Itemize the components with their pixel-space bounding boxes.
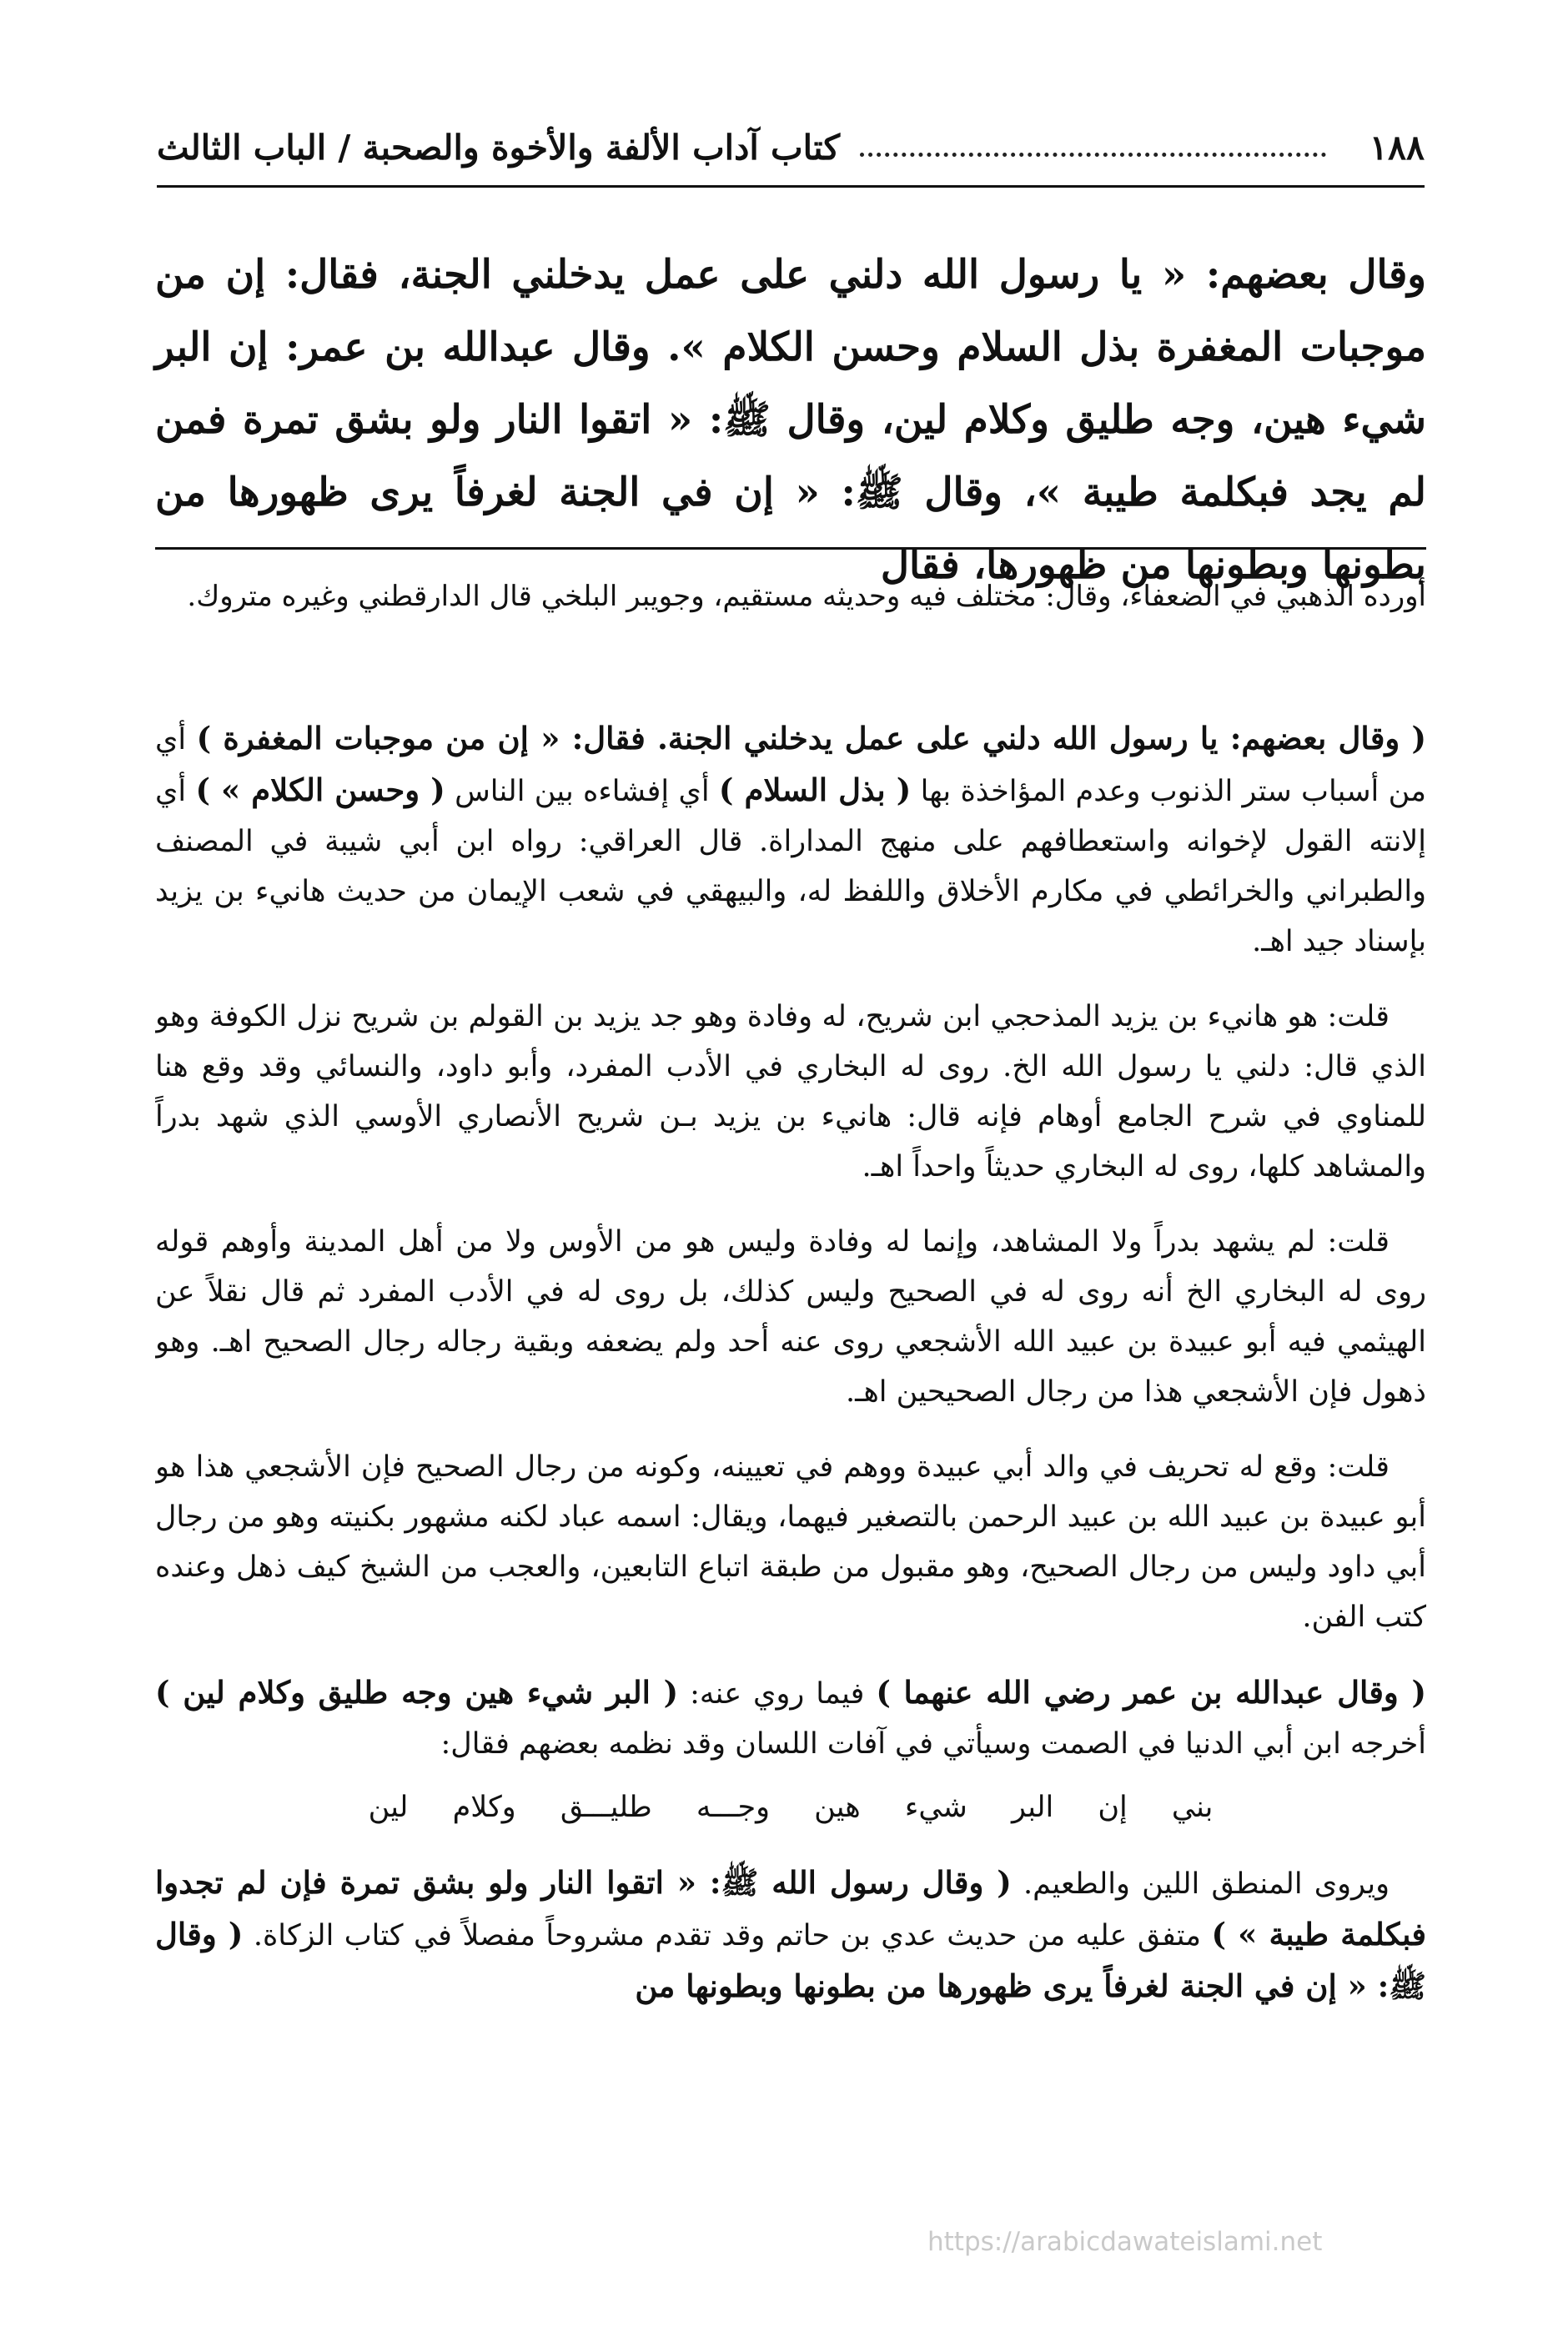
commentary-text: أي إلانته القول لإخوانه واستعطافهم على منهج المداراة. قال العراقي: رواه ابن أبي شيبة في المصنف والطبراني والخرائطي في مكارم الأخلاق واللفظ له، والبيهقي في شعب الإيمان من حديث هانيء بن يزيد بإسناد جيد اهـ. [155,775,1426,958]
commentary-text: فيما روي عنه: [678,1677,877,1711]
quoted-text: ( وقال عبدالله بن عمر رضي الله عنهما ) [876,1674,1426,1711]
quoted-text: ( وقال بعضهم: يا رسول الله دلني على عمل يدخلني الجنة. فقال: « إن من موجبات المغفرة ) [196,720,1426,756]
commentary-text: أخرجه ابن أبي الدنيا في الصمت وسيأتي في آفات اللسان وقد نظمه بعضهم فقال: [440,1727,1426,1761]
header-dotted-leader [860,153,1326,157]
commentary-text: أي إفشاءه بين الناس [445,775,719,808]
main-text: وقال بعضهم: « يا رسول الله دلني على عمل يدخلني الجنة، فقال: إن من موجبات المغفرة بذل السلام وحسن الكلام ». وقال عبدالله بن عمر: إن البر شيء هين، وجه طليق وكلام لين، وقال ﷺ: « اتقوا النار ولو بشق تمرة فمن لم يجد فبكلمة طيبة »، وقال ﷺ: « إن في الجنة لغرفاً يرى ظهورها من بطونها وبطونها من ظهورها، فقال [155,252,1426,588]
commentary-paragraph-3: قلت: لم يشهد بدراً ولا المشاهد، وإنما له وفادة وليس هو من الأوس ولا من أهل المدينة وأوهم قوله روى له البخاري الخ أنه روى له في الصحيح وليس كذلك، بل روى له في الأدب المفرد ثم قال نقلاً عن الهيثمي فيه أبو عبيدة بن عبيد الله الأشجعي روى عنه أحد ولم يضعفه وبقية رجاله رجال الصحيح اهـ. وهو ذهول فإن الأشجعي هذا من رجال الصحيحين اهـ. [155,1225,1426,1409]
commentary-paragraph-4: قلت: وقع له تحريف في والد أبي عبيدة ووهم في تعيينه، وكونه من رجال الصحيح فإن الأشجعي هذا هو أبو عبيدة بن عبيد الله بن عبيد الرحمن بالتصغير فيهما، ويقال: اسمه عباد لكنه مشهور بكنيته وهو من رجال أبي داود وليس من رجال الصحيح، وهو مقبول من طبقة اتباع التابعين، والعجب من الشيخ كيف ذهل وعنده كتب الفن. [155,1450,1426,1634]
commentary-text: متفق عليه من حديث عدي بن حاتم وقد تقدم مشروحاً مفصلاً في كتاب الزكاة. [243,1919,1212,1953]
header-rule [157,185,1425,188]
commentary [155,713,1426,2306]
footnote-rule [155,547,1426,550]
quoted-text: ( وقال ﷺ: « إن في الجنة لغرفاً يرى ظهورها من بطونها وبطونها من [155,1916,1426,2004]
commentary-paragraph-2: قلت: هو هانيء بن يزيد المذحجي ابن شريح، له وفادة وهو جد يزيد بن القولم بن شريح نزل الكوفة وهو الذي قال: دلني يا رسول الله الخ. روى له البخاري في الأدب المفرد، وأبو داود، والنسائي وقد وقع هنا للمناوي في شرح الجامع أوهام فإنه قال: هانيء بن يزيد بـن شريح الأنصاري الأوسي الذي شهد بدراً والمشاهد كلها، روى له البخاري حديثاً واحداً اهـ. [155,1000,1426,1184]
commentary-paragraph-6 [155,1857,1426,2013]
quoted-text: ( بذل السلام ) [718,771,912,808]
page-number: ١٨٨ [1369,128,1425,168]
running-title: كتاب آداب الألفة والأخوة والصحبة / الباب الثالث [157,128,840,168]
page-header [157,118,1425,177]
watermark-url: https://arabicdawateislami.net [927,2227,1323,2257]
commentary-paragraph-5 [155,1667,1426,1769]
commentary-paragraph-1 [155,713,1426,967]
commentary-text: أي من أسباب ستر الذنوب وعدم المؤاخذة بها [155,723,1426,808]
quoted-text: ( البر شيء هين وجه طليق وكلام لين ) [155,1674,679,1711]
quoted-text: ( وحسن الكلام » ) [195,771,445,808]
verse-line: بني إن البر شيء هين وجـــه طليـــق وكلام لين [368,1791,1214,1824]
commentary-text: ويروى المنطق اللين والطعيم. [1011,1867,1390,1901]
quoted-text: ( وقال رسول الله ﷺ: « اتقوا النار ولو بشق تمرة فإن لم تجدوا فبكلمة طيبة » ) [155,1864,1426,1953]
footnote-text: أورده الذهبي في الضعفاء، وقال: مختلف فيه وحديثه مستقيم، وجويبر البلخي قال الدارقطني وغيره متروك. [187,580,1426,613]
